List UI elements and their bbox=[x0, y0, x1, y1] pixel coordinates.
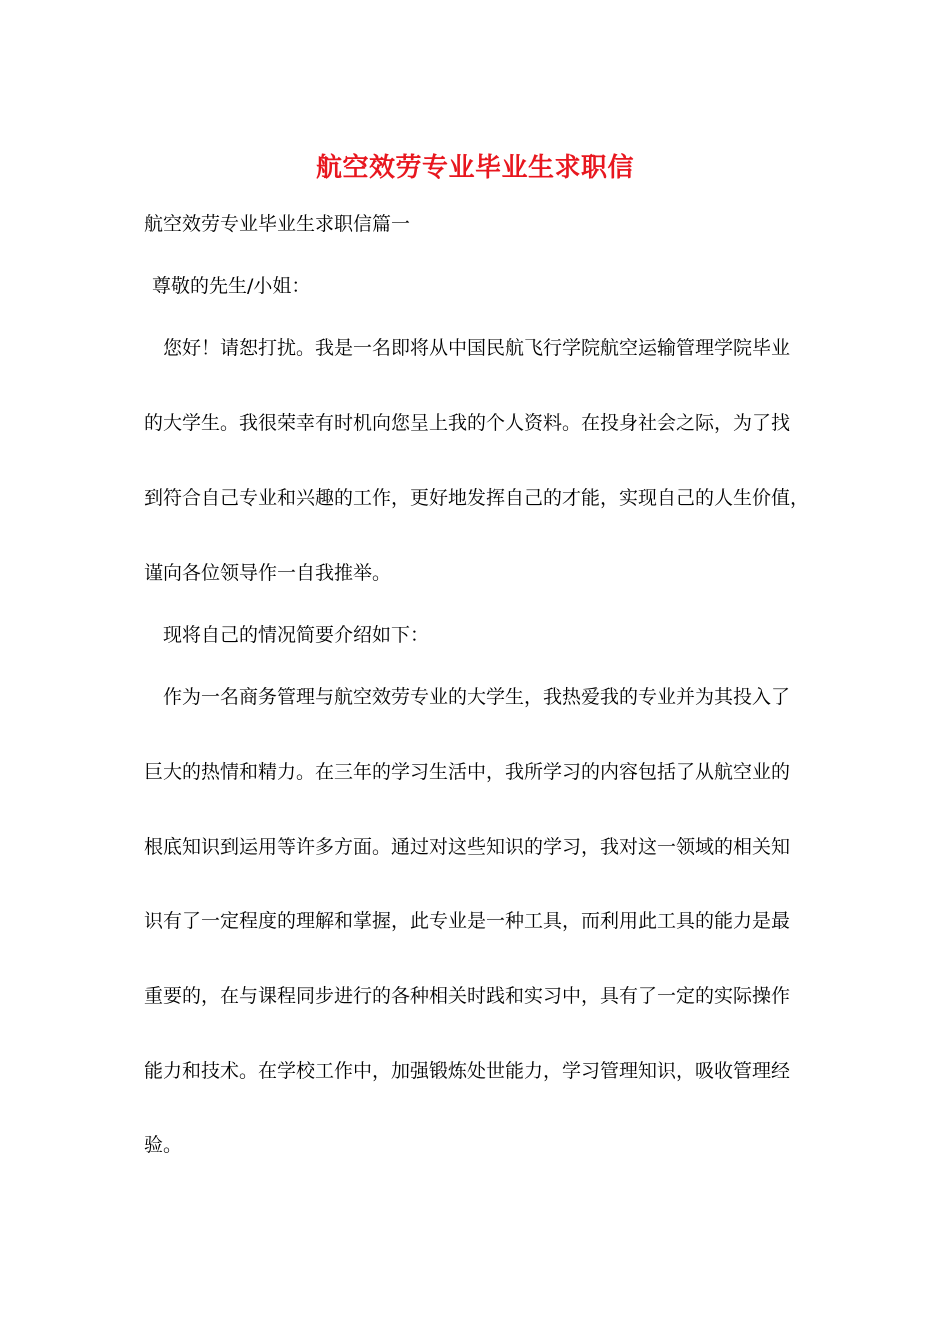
paragraph-2-line: 现将自己的情况简要介绍如下： bbox=[163, 624, 430, 646]
paragraph-1-line: 到符合自己专业和兴趣的工作，更好地发挥自己的才能，实现自己的人生价值， bbox=[144, 487, 810, 509]
paragraph-3-line: 重要的，在与课程同步进行的各种相关时践和实习中，具有了一定的实际操作 bbox=[144, 985, 791, 1007]
paragraph-1-line: 谨向各位领导作一自我推举。 bbox=[144, 562, 392, 584]
paragraph-3-line: 根底知识到运用等许多方面。通过对这些知识的学习，我对这一领域的相关知 bbox=[144, 836, 791, 858]
paragraph-3-line: 识有了一定程度的理解和掌握，此专业是一种工具，而利用此工具的能力是最 bbox=[144, 910, 791, 932]
paragraph-3-line: 巨大的热情和精力。在三年的学习生活中，我所学习的内容包括了从航空业的 bbox=[144, 761, 791, 783]
document-subtitle: 航空效劳专业毕业生求职信篇一 bbox=[144, 213, 411, 235]
document-title: 航空效劳专业毕业生求职信 bbox=[315, 153, 634, 183]
salutation: 尊敬的先生/小姐： bbox=[152, 275, 311, 297]
paragraph-3-line: 验。 bbox=[144, 1134, 183, 1156]
paragraph-3-line: 作为一名商务管理与航空效劳专业的大学生，我热爱我的专业并为其投入了 bbox=[163, 686, 791, 708]
paragraph-1-line: 的大学生。我很荣幸有时机向您呈上我的个人资料。在投身社会之际，为了找 bbox=[144, 412, 791, 434]
paragraph-1-line: 您好！请恕打扰。我是一名即将从中国民航飞行学院航空运输管理学院毕业 bbox=[163, 337, 791, 359]
paragraph-3-line: 能力和技术。在学校工作中，加强锻炼处世能力，学习管理知识，吸收管理经 bbox=[144, 1060, 791, 1082]
